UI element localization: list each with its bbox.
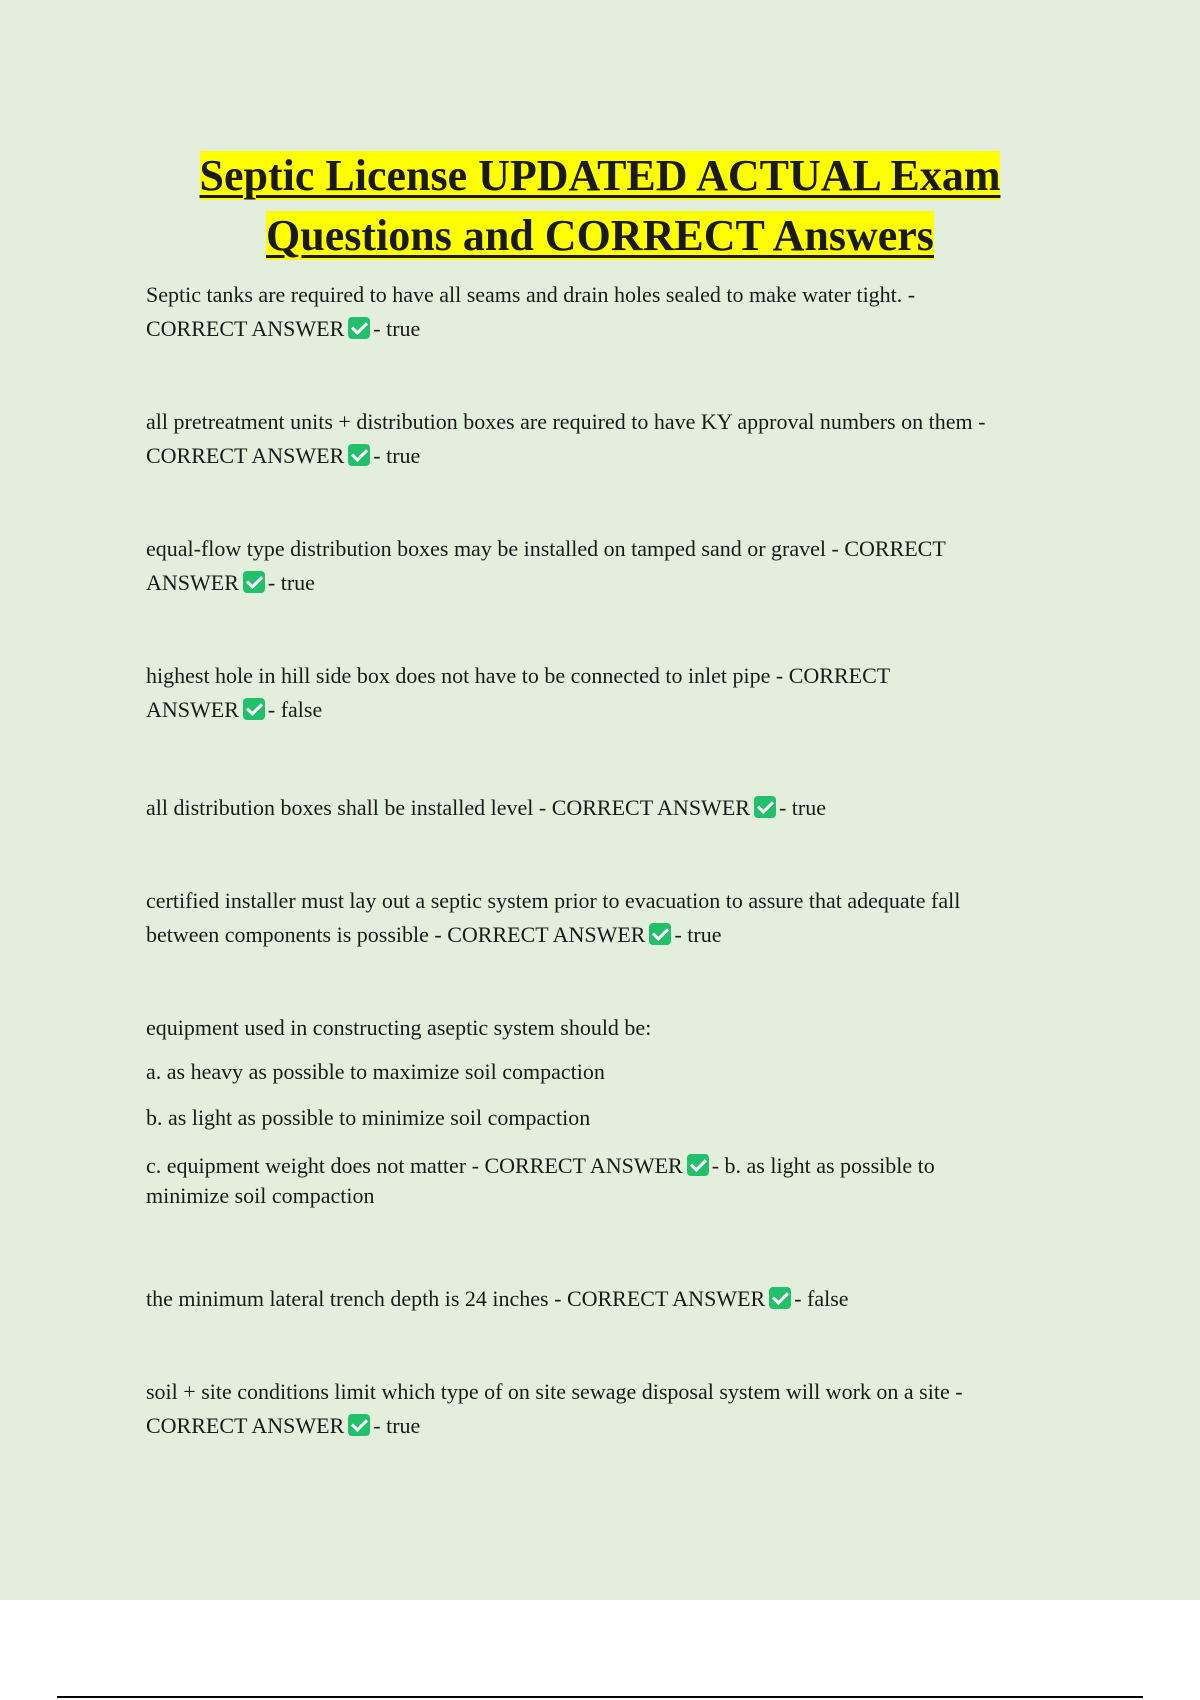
- question-line: equal-flow type distribution boxes may be installed on tamped sand or gravel - CORRECT: [146, 536, 946, 561]
- check-mark-icon: [348, 444, 370, 466]
- answer-line: CORRECT ANSWER - true: [146, 316, 421, 341]
- qa-item: [146, 405, 1076, 473]
- check-mark-icon: [687, 1154, 709, 1176]
- answer-text: - true: [267, 570, 315, 595]
- answer-text: - false: [267, 697, 323, 722]
- qa-item: [146, 532, 1076, 600]
- qa-item: [146, 1011, 1076, 1211]
- option-c: c. equipment weight does not matter - CORRECT ANSWER - b. as light as possible to: [146, 1153, 935, 1178]
- answer-line: ANSWER - true: [146, 570, 315, 595]
- question-line: certified installer must lay out a septic system prior to evacuation to assure that adequate fall: [146, 888, 961, 913]
- qa-item: [146, 659, 1076, 727]
- check-mark-icon: [649, 923, 671, 945]
- qa-item: [146, 884, 1076, 952]
- answer-line: all distribution boxes shall be installed level - CORRECT ANSWER - true: [146, 795, 826, 820]
- answer-text: - true: [373, 1413, 421, 1438]
- option-b: b. as light as possible to minimize soil compaction: [146, 1105, 591, 1130]
- check-mark-icon: [243, 571, 265, 593]
- answer-text: - true: [674, 922, 722, 947]
- question-stem: equipment used in constructing aseptic system should be:: [146, 1015, 652, 1040]
- document-title: [100, 146, 1100, 266]
- title-line-1: Septic License UPDATED ACTUAL Exam: [199, 151, 1001, 200]
- answer-line: CORRECT ANSWER - true: [146, 443, 421, 468]
- answer-line: ANSWER - false: [146, 697, 323, 722]
- answer-line: the minimum lateral trench depth is 24 inches - CORRECT ANSWER - false: [146, 1286, 849, 1311]
- check-mark-icon: [243, 698, 265, 720]
- answer-continuation: minimize soil compaction: [146, 1183, 375, 1208]
- footer-divider: [57, 1696, 1143, 1698]
- qa-item: [146, 278, 1076, 346]
- answer-text: - true: [373, 443, 421, 468]
- qa-item: [146, 1282, 1076, 1316]
- answer-text: - b. as light as possible to: [711, 1153, 935, 1178]
- answer-text: - false: [794, 1286, 849, 1311]
- question-line: all pretreatment units + distribution boxes are required to have KY approval numbers on them -: [146, 409, 986, 434]
- option-a: a. as heavy as possible to maximize soil compaction: [146, 1059, 605, 1084]
- check-mark-icon: [348, 1414, 370, 1436]
- answer-text: - true: [778, 795, 826, 820]
- answer-line: CORRECT ANSWER - true: [146, 1413, 421, 1438]
- qa-item: [146, 1375, 1076, 1443]
- question-line: highest hole in hill side box does not have to be connected to inlet pipe - CORRECT: [146, 663, 891, 688]
- question-line: Septic tanks are required to have all seams and drain holes sealed to make water tight. -: [146, 282, 916, 307]
- title-line-2: Questions and CORRECT Answers: [266, 211, 934, 260]
- qa-item: [146, 791, 1076, 825]
- check-mark-icon: [769, 1287, 791, 1309]
- question-line: soil + site conditions limit which type of on site sewage disposal system will work on a site -: [146, 1379, 963, 1404]
- check-mark-icon: [754, 796, 776, 818]
- answer-line: between components is possible - CORRECT ANSWER - true: [146, 922, 722, 947]
- answer-text: - true: [373, 316, 421, 341]
- check-mark-icon: [348, 317, 370, 339]
